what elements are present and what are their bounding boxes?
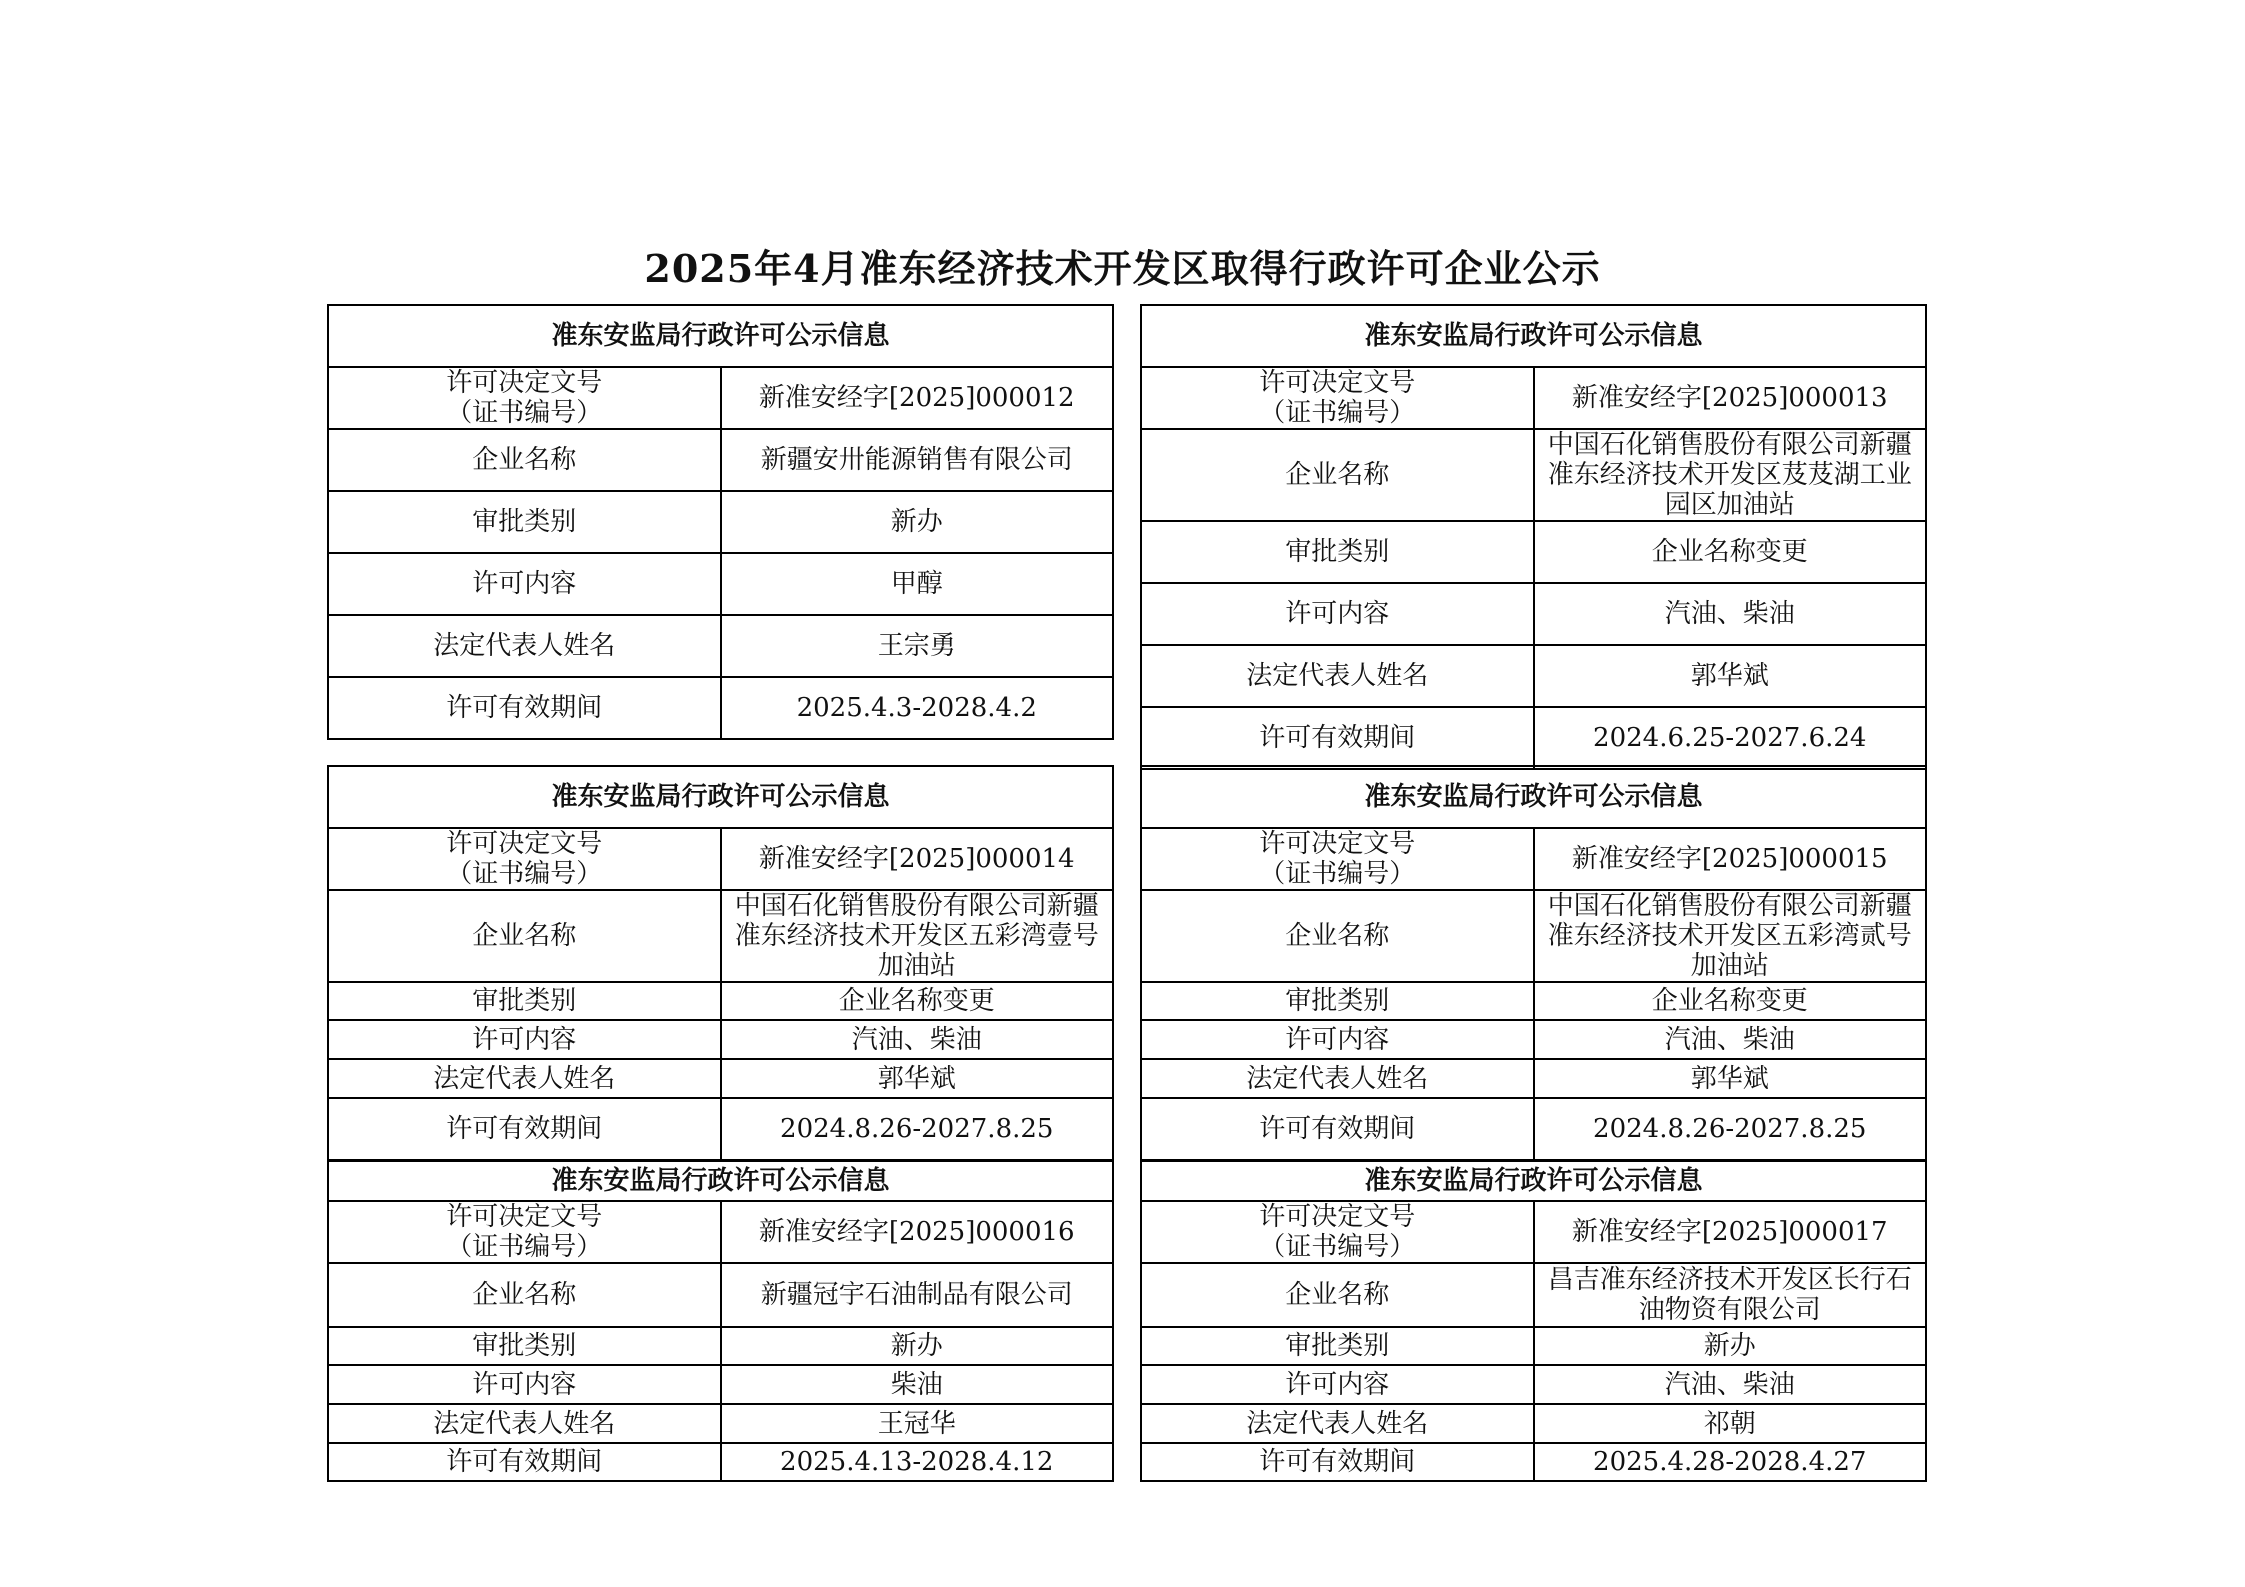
doc-no-value: 新准安经字[2025]000012: [721, 367, 1114, 429]
company-label: 企业名称: [328, 429, 721, 491]
permit-card: [1140, 765, 1927, 1161]
doc-no-label: 许可决定文号 （证书编号）: [328, 367, 721, 429]
approval-type-value: 企业名称变更: [1534, 982, 1927, 1020]
content-value: 汽油、柴油: [721, 1020, 1114, 1059]
doc-no-label: 许可决定文号 （证书编号）: [328, 1201, 721, 1263]
approval-type-label: 审批类别: [328, 982, 721, 1020]
doc-no-value: 新准安经字[2025]000017: [1534, 1201, 1927, 1263]
doc-no-value: 新准安经字[2025]000013: [1534, 367, 1927, 429]
company-value: 昌吉准东经济技术开发区长行石油物资有限公司: [1534, 1263, 1927, 1327]
validity-value: 2025.4.28-2028.4.27: [1534, 1443, 1927, 1481]
approval-type-label: 审批类别: [328, 1327, 721, 1365]
content-value: 甲醇: [721, 553, 1114, 615]
legal-rep-value: 郭华斌: [1534, 1059, 1927, 1098]
company-label: 企业名称: [328, 1263, 721, 1327]
company-value: 中国石化销售股份有限公司新疆准东经济技术开发区芨芨湖工业园区加油站: [1534, 429, 1927, 521]
legal-rep-label: 法定代表人姓名: [1141, 645, 1534, 707]
company-value: 新疆安卅能源销售有限公司: [721, 429, 1114, 491]
validity-label: 许可有效期间: [328, 1443, 721, 1481]
content-label: 许可内容: [328, 1020, 721, 1059]
legal-rep-value: 王冠华: [721, 1404, 1114, 1443]
company-label: 企业名称: [1141, 890, 1534, 982]
validity-value: 2024.8.26-2027.8.25: [1534, 1098, 1927, 1160]
doc-no-label: 许可决定文号 （证书编号）: [1141, 367, 1534, 429]
card-header: 准东安监局行政许可公示信息: [328, 1161, 1113, 1201]
content-label: 许可内容: [1141, 583, 1534, 645]
content-label: 许可内容: [328, 553, 721, 615]
page-title: 2025年4月准东经济技术开发区取得行政许可企业公示: [644, 246, 1601, 291]
content-value: 柴油: [721, 1365, 1114, 1404]
card-header: 准东安监局行政许可公示信息: [328, 305, 1113, 367]
approval-type-value: 企业名称变更: [1534, 521, 1927, 583]
legal-rep-value: 郭华斌: [721, 1059, 1114, 1098]
permit-card: [327, 304, 1114, 740]
content-label: 许可内容: [328, 1365, 721, 1404]
validity-label: 许可有效期间: [1141, 707, 1534, 769]
permit-card: [1140, 304, 1927, 770]
validity-label: 许可有效期间: [1141, 1098, 1534, 1160]
approval-type-label: 审批类别: [1141, 982, 1534, 1020]
legal-rep-label: 法定代表人姓名: [328, 1059, 721, 1098]
card-header: 准东安监局行政许可公示信息: [1141, 1161, 1926, 1201]
validity-value: 2025.4.13-2028.4.12: [721, 1443, 1114, 1481]
permit-card: [327, 1160, 1114, 1482]
approval-type-value: 新办: [721, 491, 1114, 553]
legal-rep-value: 祁朝: [1534, 1404, 1927, 1443]
content-value: 汽油、柴油: [1534, 1020, 1927, 1059]
validity-value: 2024.8.26-2027.8.25: [721, 1098, 1114, 1160]
validity-label: 许可有效期间: [328, 1098, 721, 1160]
content-value: 汽油、柴油: [1534, 1365, 1927, 1404]
approval-type-label: 审批类别: [328, 491, 721, 553]
validity-value: 2025.4.3-2028.4.2: [721, 677, 1114, 739]
company-value: 中国石化销售股份有限公司新疆准东经济技术开发区五彩湾贰号加油站: [1534, 890, 1927, 982]
doc-no-value: 新准安经字[2025]000014: [721, 828, 1114, 890]
approval-type-label: 审批类别: [1141, 1327, 1534, 1365]
validity-label: 许可有效期间: [1141, 1443, 1534, 1481]
doc-no-label: 许可决定文号 （证书编号）: [328, 828, 721, 890]
doc-no-label: 许可决定文号 （证书编号）: [1141, 1201, 1534, 1263]
company-label: 企业名称: [1141, 429, 1534, 521]
permit-card: [327, 765, 1114, 1161]
company-label: 企业名称: [1141, 1263, 1534, 1327]
doc-no-label: 许可决定文号 （证书编号）: [1141, 828, 1534, 890]
company-value: 中国石化销售股份有限公司新疆准东经济技术开发区五彩湾壹号加油站: [721, 890, 1114, 982]
legal-rep-label: 法定代表人姓名: [328, 1404, 721, 1443]
legal-rep-value: 王宗勇: [721, 615, 1114, 677]
validity-value: 2024.6.25-2027.6.24: [1534, 707, 1927, 769]
legal-rep-label: 法定代表人姓名: [1141, 1059, 1534, 1098]
approval-type-value: 新办: [721, 1327, 1114, 1365]
card-header: 准东安监局行政许可公示信息: [1141, 766, 1926, 828]
company-value: 新疆冠宇石油制品有限公司: [721, 1263, 1114, 1327]
card-header: 准东安监局行政许可公示信息: [328, 766, 1113, 828]
company-label: 企业名称: [328, 890, 721, 982]
legal-rep-label: 法定代表人姓名: [328, 615, 721, 677]
legal-rep-value: 郭华斌: [1534, 645, 1927, 707]
content-label: 许可内容: [1141, 1365, 1534, 1404]
approval-type-value: 新办: [1534, 1327, 1927, 1365]
approval-type-value: 企业名称变更: [721, 982, 1114, 1020]
content-value: 汽油、柴油: [1534, 583, 1927, 645]
doc-no-value: 新准安经字[2025]000015: [1534, 828, 1927, 890]
legal-rep-label: 法定代表人姓名: [1141, 1404, 1534, 1443]
approval-type-label: 审批类别: [1141, 521, 1534, 583]
card-header: 准东安监局行政许可公示信息: [1141, 305, 1926, 367]
permit-card: [1140, 1160, 1927, 1482]
doc-no-value: 新准安经字[2025]000016: [721, 1201, 1114, 1263]
validity-label: 许可有效期间: [328, 677, 721, 739]
content-label: 许可内容: [1141, 1020, 1534, 1059]
